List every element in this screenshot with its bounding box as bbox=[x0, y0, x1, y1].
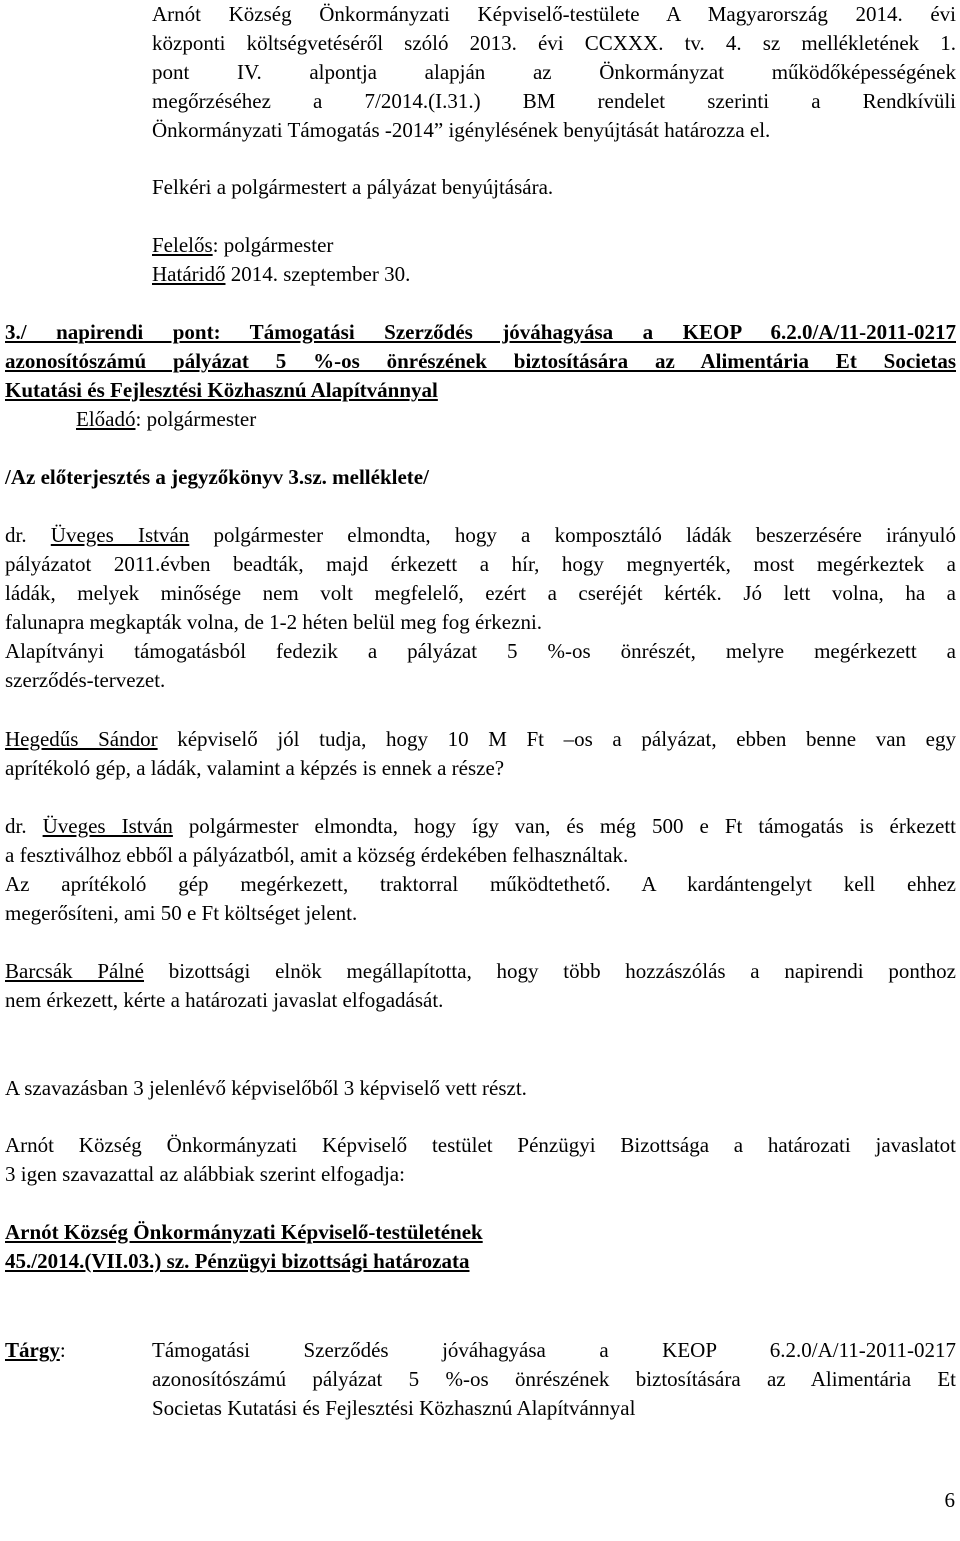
discussion-line: nem érkezett, kérte a határozati javaslat elfogadását. bbox=[5, 988, 444, 1012]
discussion-line: megerősíteni, ami 50 e Ft költséget jelent. bbox=[5, 901, 358, 925]
agenda-heading-line: Kutatási és Fejlesztési Közhasznú Alapítvánnyal bbox=[5, 378, 438, 402]
discussion-line bbox=[5, 957, 956, 986]
title-prefix: dr. bbox=[5, 814, 43, 838]
presenter-value: : polgármester bbox=[135, 407, 257, 431]
vote-result-line: 3 igen szavazattal az alábbiak szerint elfogadja: bbox=[5, 1162, 405, 1186]
vote-attendance bbox=[5, 1074, 956, 1103]
subject-text bbox=[152, 1336, 956, 1423]
subject-label: Tárgy bbox=[5, 1338, 60, 1362]
attachment-line: /Az előterjesztés a jegyzőkönyv 3.sz. melléklete/ bbox=[5, 465, 429, 489]
responsible-line bbox=[152, 231, 956, 260]
intro-paragraph bbox=[152, 0, 956, 145]
agenda-heading bbox=[5, 318, 956, 405]
page-number: 6 bbox=[944, 1488, 955, 1512]
attendance-line: A szavazásban 3 jelenlévő képviselőből 3 képviselő vett részt. bbox=[5, 1076, 527, 1100]
discussion-line: a fesztiválhoz ebből a pályázatból, amit a község érdekében felhasználtak. bbox=[5, 843, 629, 867]
speaker-name: Barcsák Pálné bbox=[5, 959, 145, 983]
discussion-line: Az aprítékoló gép megérkezett, traktorral működtethető. A kardántengelyt kell ehhez bbox=[5, 872, 956, 896]
discussion-paragraph-3 bbox=[5, 812, 956, 928]
discussion-line bbox=[5, 725, 956, 754]
agenda-heading-line: 3./ napirendi pont: Támogatási Szerződés jóváhagyása a KEOP 6.2.0/A/11-2011-0217 bbox=[5, 320, 956, 344]
intro-line: pont IV. alpontja alapján az Önkormányzat működőképességének bbox=[152, 60, 956, 84]
speaker-name: Üveges István bbox=[50, 523, 190, 547]
responsible-label: Felelős bbox=[152, 233, 213, 257]
speaker-name: Üveges István bbox=[42, 814, 173, 838]
discussion-line: szerződés-tervezet. bbox=[5, 668, 166, 692]
responsible-block bbox=[152, 231, 956, 289]
discussion-line bbox=[5, 521, 956, 550]
deadline-line bbox=[152, 260, 956, 289]
presenter-line bbox=[76, 405, 256, 434]
speaker-name: Hegedűs Sándor bbox=[5, 727, 158, 751]
title-prefix: dr. bbox=[5, 523, 51, 547]
subject-line: Támogatási Szerződés jóváhagyása a KEOP 6.2.0/A/11-2011-0217 bbox=[152, 1338, 956, 1362]
deadline-value: 2014. szeptember 30. bbox=[225, 262, 411, 286]
line-text: polgármester elmondta, hogy a komposztáló ládák beszerzésére irányuló bbox=[189, 523, 956, 547]
intro-line: Arnót Község Önkormányzati Képviselő-testülete A Magyarország 2014. évi bbox=[152, 2, 956, 26]
discussion-line: pályázatot 2011.évben beadták, majd érkezett a hír, hogy megnyerték, most megérkeztek a bbox=[5, 552, 956, 576]
subject-line: azonosítószámú pályázat 5 %-os önrészének biztosítására az Alimentária Et bbox=[152, 1367, 956, 1391]
presenter-label: Előadó bbox=[76, 407, 136, 431]
intro-line: központi költségvetéséről szóló 2013. évi CCXXX. tv. 4. sz mellékletének 1. bbox=[152, 31, 956, 55]
responsible-value: : polgármester bbox=[212, 233, 334, 257]
agenda-heading-line: azonosítószámú pályázat 5 %-os önrészének biztosítására az Alimentária Et Societas bbox=[5, 349, 956, 373]
line-text: polgármester elmondta, hogy így van, és még 500 e Ft támogatás is érkezett bbox=[172, 814, 956, 838]
subject-label-block bbox=[5, 1336, 145, 1365]
intro-line: Önkormányzati Támogatás -2014” igénylésének benyújtását határozza el. bbox=[152, 118, 771, 142]
attachment-note bbox=[5, 463, 956, 492]
request-text bbox=[152, 173, 956, 202]
vote-result-line: Arnót Község Önkormányzati Képviselő testület Pénzügyi Bizottsága a határozati javaslatot bbox=[5, 1133, 956, 1157]
resolution-title bbox=[5, 1218, 956, 1276]
resolution-title-line: Arnót Község Önkormányzati Képviselő-testületének bbox=[5, 1220, 483, 1244]
discussion-line: aprítékoló gép, a ládák, valamint a képzés is ennek a része? bbox=[5, 756, 505, 780]
subject-colon: : bbox=[59, 1338, 66, 1362]
discussion-paragraph-1 bbox=[5, 521, 956, 695]
subject-line: Societas Kutatási és Fejlesztési Közhasznú Alapítvánnyal bbox=[152, 1396, 636, 1420]
discussion-line: Alapítványi támogatásból fedezik a pályázat 5 %-os önrészét, melyre megérkezett a bbox=[5, 639, 956, 663]
resolution-title-line: 45./2014.(VII.03.) sz. Pénzügyi bizottsági határozata bbox=[5, 1249, 470, 1273]
line-text: bizottsági elnök megállapította, hogy több hozzászólás a napirendi ponthoz bbox=[144, 959, 956, 983]
vote-result bbox=[5, 1131, 956, 1189]
discussion-line: falunapra megkapták volna, de 1-2 héten belül meg fog érkezni. bbox=[5, 610, 543, 634]
intro-line: megőrzéséhez a 7/2014.(I.31.) BM rendelet szerinti a Rendkívüli bbox=[152, 89, 956, 113]
discussion-line bbox=[5, 812, 956, 841]
discussion-paragraph-2 bbox=[5, 725, 956, 783]
discussion-paragraph-4 bbox=[5, 957, 956, 1015]
discussion-line: ládák, melyek minősége nem volt megfelelő, ezért a cseréjét kérték. Jó lett volna, ha a bbox=[5, 581, 956, 605]
deadline-label: Határidő bbox=[152, 262, 226, 286]
line-text: képviselő jól tudja, hogy 10 M Ft –os a pályázat, ebben benne van egy bbox=[157, 727, 956, 751]
request-line: Felkéri a polgármestert a pályázat benyújtására. bbox=[152, 175, 554, 199]
